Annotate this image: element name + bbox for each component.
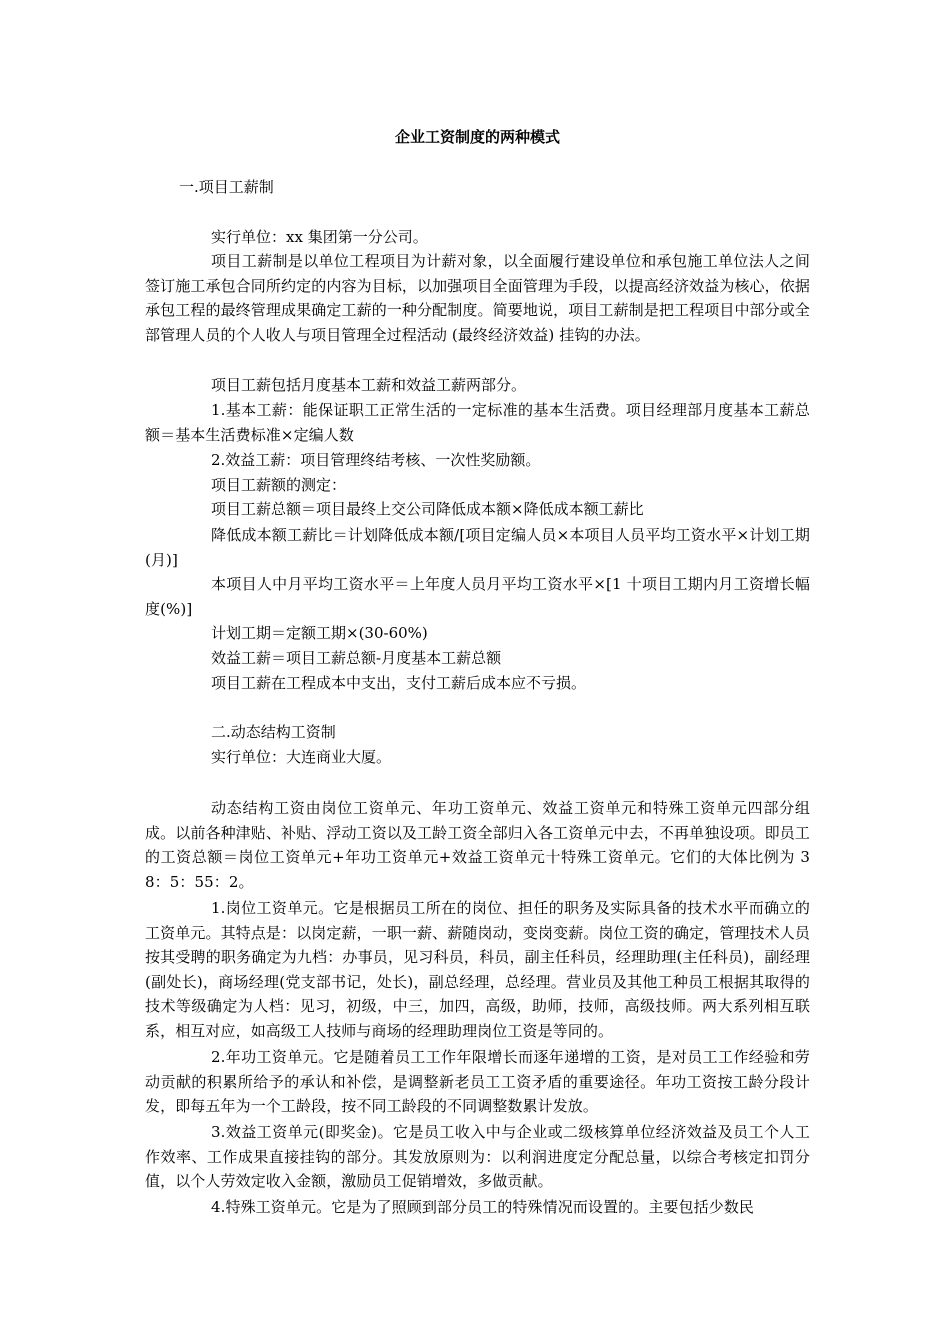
section-1-heading: 一.项目工薪制 [179, 178, 274, 196]
section-1-paragraph-6: 项目工薪总额＝项目最终上交公司降低成本额×降低成本额工薪比 [211, 500, 644, 518]
section-2-paragraph-3: 2.年功工资单元。它是随着员工工作年限增长而逐年递增的工资，是对员工工作经验和劳动贡献的积累所给予的承认和补偿，是调整新老员工工资矛盾的重要途径。年功工资按工龄分段计发，即每五年为一个工龄段，按不同工龄段的不同调整数累计发放。 [145, 1048, 810, 1116]
section-1-paragraph-1: 项目工薪制是以单位工程项目为计薪对象，以全面履行建设单位和承包施工单位法人之间签订施工承包合同所约定的内容为目标，以加强项目全面管理为手段，以提高经济效益为核心，依据承包工程的最终管理成果确定工薪的一种分配制度。简要地说，项目工薪制是把工程项目中部分或全部管理人员的个人收人与项目管理全过程活动 (最终经济效益) 挂钩的办法。 [145, 252, 810, 344]
section-2-paragraph-1: 动态结构工资由岗位工资单元、年功工资单元、效益工资单元和特殊工资单元四部分组成。以前各种津贴、补贴、浮动工资以及工龄工资全部归入各工资单元中去，不再单独设项。即员工的工资总额＝岗位工资单元+年功工资单元+效益工资单元十特殊工资单元。它们的大体比例为 38：5：55：2。 [145, 799, 810, 891]
section-2-paragraph-5: 4.特殊工资单元。它是为了照顾到部分员工的特殊情况而设置的。主要包括少数民 [211, 1198, 755, 1216]
section-1-paragraph-11: 项目工薪在工程成本中支出，支付工薪后成本应不亏损。 [211, 674, 587, 692]
section-1-unit: 实行单位：xx 集团第一分公司。 [211, 228, 428, 246]
section-2-paragraph-2: 1.岗位工资单元。它是根据员工所在的岗位、担任的职务及实际具备的技术水平而确立的工资单元。其特点是：以岗定薪，一职一薪、薪随岗动，变岗变薪。岗位工资的确定，管理技术人员按其受聘的职务确定为九档：办事员，见习科员，科员，副主任科员，经理助理(主任科员)，副经理(副处长)，商场经理(党支部书记，处长)，副总经理，总经理。营业员及其他工种员工根据其取得的技术等级确定为人档：见习，初级，中三，加四，高级，助师，技师，高级技师。两大系列相互联系，相互对应，如高级工人技师与商场的经理助理岗位工资是等同的。 [145, 899, 810, 1040]
section-1-paragraph-4: 2.效益工薪：项目管理终结考核、一次性奖励额。 [211, 451, 541, 469]
section-1-paragraph-2: 项目工薪包括月度基本工薪和效益工薪两部分。 [211, 376, 527, 394]
section-1-paragraph-9: 计划工期＝定额工期×(30-60%) [211, 624, 428, 642]
section-1-paragraph-5: 项目工薪额的测定： [211, 476, 347, 494]
section-1-paragraph-10: 效益工薪＝项目工薪总额-月度基本工薪总额 [211, 649, 502, 667]
section-2-heading: 二.动态结构工资制 [211, 723, 336, 741]
section-2-unit: 实行单位：大连商业大厦。 [211, 748, 392, 766]
section-1-paragraph-7: 降低成本额工薪比＝计划降低成本额/[项目定编人员×本项目人员平均工资水平×计划工期(月)] [145, 526, 810, 569]
section-1-paragraph-8: 本项目人中月平均工资水平＝上年度人员月平均工资水平×[1 十项目工期内月工资增长幅度(%)] [145, 575, 810, 618]
section-1-paragraph-3: 1.基本工薪：能保证职工正常生活的一定标准的基本生活费。项目经理部月度基本工薪总额＝基本生活费标准×定编人数 [145, 401, 810, 444]
document-title: 企业工资制度的两种模式 [394, 128, 560, 146]
section-2-paragraph-4: 3.效益工资单元(即奖金)。它是员工收入中与企业或二级核算单位经济效益及员工个人工作效率、工作成果直接挂钩的部分。其发放原则为：以利润进度定分配总量，以综合考核定扣罚分值，以个人劳效定收入金额，激励员工促销增效，多做贡献。 [145, 1123, 810, 1191]
